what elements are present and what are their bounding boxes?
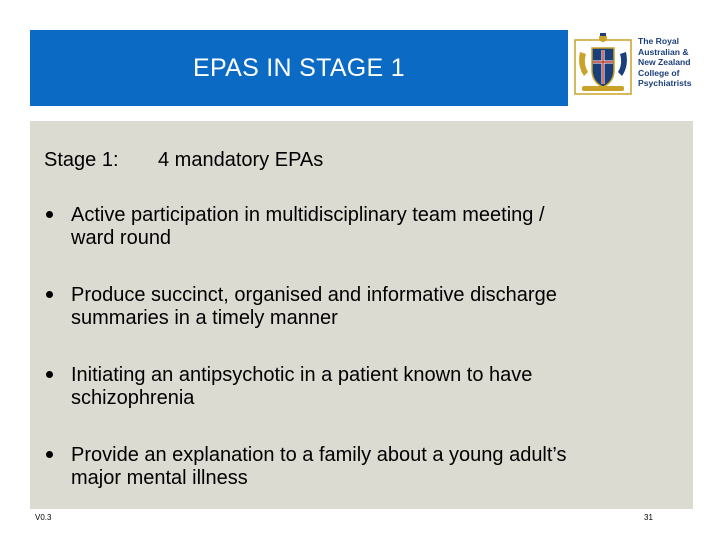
bullet-line: Initiating an antipsychotic in a patient known to have: [71, 364, 533, 386]
logo-line: New Zealand: [638, 57, 691, 67]
bullet-line: Provide an explanation to a family about a young adult’s: [71, 444, 567, 466]
bullet-text: [71, 204, 671, 250]
logo-line: Australian &: [638, 46, 689, 57]
content-panel: [30, 121, 693, 509]
bullet-line: ward round: [71, 227, 172, 249]
stage-label: Stage 1:: [44, 149, 119, 171]
logo-line: The Royal: [638, 36, 680, 46]
bullet-text: [71, 284, 671, 330]
bullet-icon: [46, 211, 53, 218]
header-bar: [30, 30, 568, 106]
bullet-line: Produce succinct, organised and informative discharge: [71, 284, 557, 306]
bullet-text: [71, 364, 671, 410]
bullet-line: schizophrenia: [71, 387, 195, 409]
bullet-line: major mental illness: [71, 467, 248, 489]
stage-value: 4 mandatory EPAs: [158, 149, 324, 171]
bullet-line: Active participation in multidisciplinary team meeting /: [71, 204, 545, 226]
slide-title: EPAS IN STAGE 1: [193, 54, 405, 82]
bullet-text: [71, 444, 671, 490]
crest-icon: [574, 32, 632, 96]
logo-line: College of: [638, 67, 680, 78]
college-logo: [574, 32, 714, 96]
logo-line: Psychiatrists: [638, 78, 692, 88]
bullet-line: summaries in a timely manner: [71, 307, 338, 329]
stage-heading: [44, 149, 323, 172]
version-label: V0.3: [35, 513, 52, 522]
bullet-icon: [46, 291, 53, 298]
page-number: 31: [644, 513, 653, 522]
bullet-icon: [46, 451, 53, 458]
logo-text: [638, 36, 714, 89]
bullet-icon: [46, 371, 53, 378]
